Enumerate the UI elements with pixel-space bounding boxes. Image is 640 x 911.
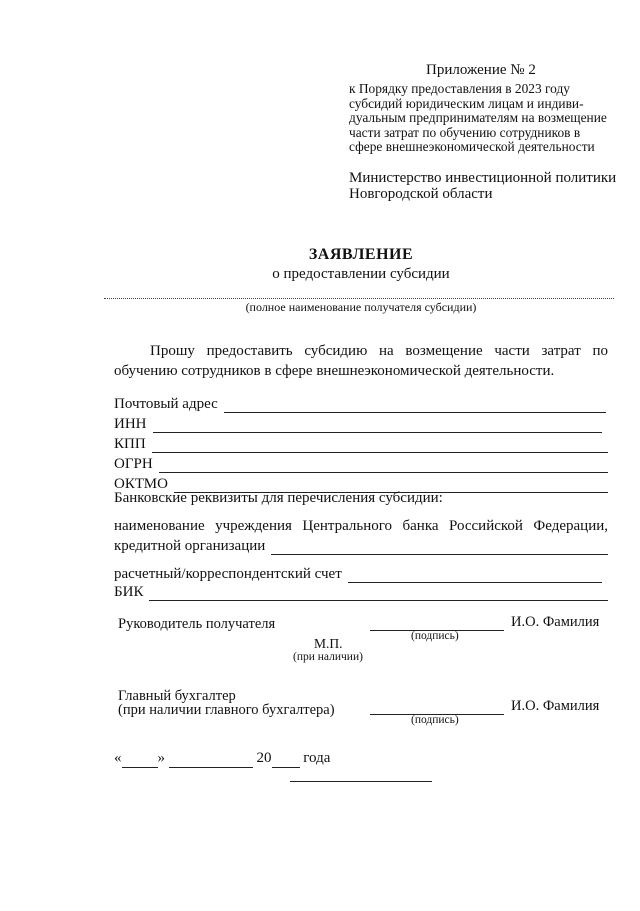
bik-line[interactable] [149,586,608,601]
postal-address-label: Почтовый адрес [114,396,218,412]
credit-org-line[interactable] [271,540,608,555]
postal-address-line[interactable] [224,398,606,413]
date-row [114,750,330,768]
kpp-label: КПП [114,436,146,452]
stamp-label: М.П. [314,636,343,651]
credit-org-label: кредитной организации [114,538,266,554]
head-label: Руководитель получателя [118,616,276,632]
appendix-line: части затрат по обучению сотрудников в [349,124,581,140]
request-paragraph: Прошу предоставить субсидию на возмещение части затрат по обучению сотрудников в сфере внешнеэкономической деятельности. [114,343,608,379]
appendix-reference [349,82,614,155]
oktmo-label: ОКТМО [114,476,168,492]
accountant-note: (при наличии главного бухгалтера) [118,702,335,718]
document-title: ЗАЯВЛЕНИЕ [308,246,414,263]
recipient-name-caption: (полное наименование получателя субсидии) [245,300,477,314]
credit-org-field[interactable] [114,535,608,555]
head-signature-caption: (подпись) [411,630,459,642]
date-close-quote: » [157,750,165,766]
inn-label: ИНН [114,416,147,432]
bottom-line [290,781,432,782]
kpp-field[interactable] [114,433,608,453]
appendix-line: субсидий юридическим лицам и индиви- [349,95,584,111]
date-open-quote: « [114,750,122,766]
bik-field[interactable] [114,581,608,601]
accountant-label: Главный бухгалтер [118,688,236,704]
account-label: расчетный/корреспондентский счет [114,566,342,582]
inn-field[interactable] [114,413,602,433]
accountant-signature-caption: (подпись) [411,714,459,726]
date-year-prefix: 20 [256,750,272,766]
ministry-line-1: Министерство инвестиционной политики [349,170,617,186]
document-subtitle: о предоставлении субсидии [272,266,450,282]
bank-org-line-1: наименование учреждения Центрального банка Российской Федерации, [114,518,608,534]
accountant-name: И.О. Фамилия [511,698,600,714]
appendix-line: сфере внешнеэкономической деятельности [349,139,595,154]
recipient-name-line[interactable] [104,298,614,299]
bik-label: БИК [114,584,144,600]
date-suffix: года [303,750,331,766]
account-field[interactable] [114,563,602,583]
ogrn-line[interactable] [159,458,608,473]
postal-address-field[interactable] [114,393,606,413]
ogrn-field[interactable] [114,453,608,473]
date-year-line[interactable] [272,750,300,768]
appendix-title: Приложение № 2 [426,62,536,78]
inn-line[interactable] [153,418,603,433]
appendix-line: дуальным предпринимателям на возмещение [349,110,607,125]
date-month-line[interactable] [169,750,253,768]
ogrn-label: ОГРН [114,456,153,472]
ministry-line-2: Новгородской области [349,186,493,202]
appendix-line: к Порядку предоставления в 2023 году [349,81,571,96]
head-name: И.О. Фамилия [511,614,600,630]
ministry-addressee [349,170,616,202]
bank-details-heading: Банковские реквизиты для перечисления субсидии: [114,490,443,506]
stamp-note: (при наличии) [293,651,363,663]
kpp-line[interactable] [152,438,608,453]
date-day-line[interactable] [122,750,158,768]
